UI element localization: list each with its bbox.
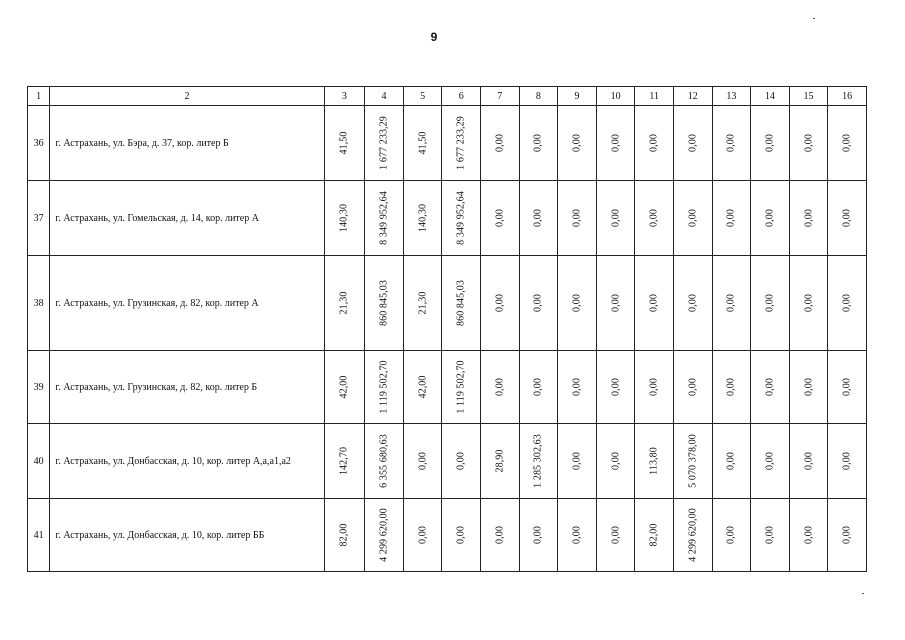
value-text: 140,30 bbox=[417, 203, 429, 233]
value-cell-col-11 bbox=[635, 256, 674, 351]
column-header-3: 3 bbox=[324, 87, 365, 106]
value-text: 0,00 bbox=[417, 452, 429, 470]
value-text: 0,00 bbox=[687, 294, 699, 312]
property-table bbox=[27, 86, 867, 572]
value-cell-col-9 bbox=[558, 499, 597, 572]
value-cell-col-14 bbox=[751, 424, 790, 499]
value-text: 0,00 bbox=[841, 294, 853, 312]
value-text: 0,00 bbox=[841, 378, 853, 396]
row-number: 40 bbox=[28, 424, 50, 499]
value-text: 0,00 bbox=[803, 209, 815, 227]
table-row bbox=[28, 106, 867, 181]
value-cell-col-11 bbox=[635, 499, 674, 572]
value-cell-col-11 bbox=[635, 351, 674, 424]
value-text: 0,00 bbox=[455, 452, 467, 470]
value-text: 0,00 bbox=[532, 294, 544, 312]
column-header-14: 14 bbox=[751, 87, 790, 106]
value-cell-col-3 bbox=[324, 424, 365, 499]
value-cell-col-14 bbox=[751, 106, 790, 181]
column-header-6: 6 bbox=[442, 87, 481, 106]
value-cell-col-10 bbox=[596, 424, 635, 499]
value-cell-col-12 bbox=[673, 181, 712, 256]
value-text: 6 355 680,63 bbox=[378, 434, 390, 488]
value-cell-col-10 bbox=[596, 256, 635, 351]
column-header-9: 9 bbox=[558, 87, 597, 106]
value-text: 0,00 bbox=[687, 378, 699, 396]
value-text: 142,70 bbox=[338, 446, 350, 476]
address-cell: г. Астрахань, ул. Бэра, д. 37, кор. литер Б bbox=[50, 106, 324, 181]
value-cell-col-10 bbox=[596, 181, 635, 256]
value-text: 0,00 bbox=[610, 134, 622, 152]
value-text: 0,00 bbox=[725, 452, 737, 470]
column-header-2: 2 bbox=[50, 87, 324, 106]
value-cell-col-6 bbox=[442, 424, 481, 499]
column-header-10: 10 bbox=[596, 87, 635, 106]
value-cell-col-12 bbox=[673, 351, 712, 424]
value-text: 42,00 bbox=[417, 375, 429, 399]
value-cell-col-13 bbox=[712, 424, 751, 499]
value-text: 140,30 bbox=[338, 203, 350, 233]
value-cell-col-7 bbox=[480, 181, 519, 256]
value-cell-col-7 bbox=[480, 256, 519, 351]
value-cell-col-15 bbox=[789, 499, 828, 572]
value-text: 0,00 bbox=[494, 378, 506, 396]
value-text: 82,00 bbox=[338, 523, 350, 547]
value-cell-col-5 bbox=[403, 256, 442, 351]
value-cell-col-4 bbox=[365, 256, 404, 351]
value-cell-col-15 bbox=[789, 351, 828, 424]
value-cell-col-5 bbox=[403, 351, 442, 424]
value-cell-col-9 bbox=[558, 181, 597, 256]
value-text: 0,00 bbox=[610, 209, 622, 227]
value-text: 0,00 bbox=[764, 134, 776, 152]
row-number: 37 bbox=[28, 181, 50, 256]
value-text: 21,30 bbox=[417, 291, 429, 315]
value-cell-col-13 bbox=[712, 106, 751, 181]
value-cell-col-11 bbox=[635, 424, 674, 499]
value-text: 0,00 bbox=[571, 209, 583, 227]
value-text: 0,00 bbox=[571, 134, 583, 152]
value-text: 0,00 bbox=[571, 294, 583, 312]
value-text: 0,00 bbox=[764, 452, 776, 470]
value-text: 0,00 bbox=[803, 294, 815, 312]
value-cell-col-6 bbox=[442, 181, 481, 256]
value-cell-col-13 bbox=[712, 351, 751, 424]
value-text: 1 677 233,29 bbox=[455, 116, 467, 170]
value-text: 0,00 bbox=[494, 294, 506, 312]
value-cell-col-3 bbox=[324, 256, 365, 351]
value-text: 0,00 bbox=[532, 378, 544, 396]
value-cell-col-8 bbox=[519, 181, 558, 256]
value-cell-col-14 bbox=[751, 181, 790, 256]
value-text: 0,00 bbox=[687, 134, 699, 152]
value-cell-col-4 bbox=[365, 499, 404, 572]
column-header-4: 4 bbox=[365, 87, 404, 106]
value-text: 8 349 952,64 bbox=[455, 191, 467, 245]
value-cell-col-14 bbox=[751, 256, 790, 351]
column-header-12: 12 bbox=[673, 87, 712, 106]
value-text: 0,00 bbox=[764, 526, 776, 544]
value-text: 0,00 bbox=[648, 294, 660, 312]
address-cell: г. Астрахань, ул. Грузинская, д. 82, кор. литер А bbox=[50, 256, 324, 351]
value-cell-col-15 bbox=[789, 181, 828, 256]
value-cell-col-9 bbox=[558, 106, 597, 181]
value-cell-col-8 bbox=[519, 106, 558, 181]
column-header-7: 7 bbox=[480, 87, 519, 106]
value-cell-col-14 bbox=[751, 499, 790, 572]
value-cell-col-13 bbox=[712, 499, 751, 572]
value-cell-col-12 bbox=[673, 106, 712, 181]
table-row bbox=[28, 351, 867, 424]
value-text: 0,00 bbox=[725, 378, 737, 396]
value-cell-col-4 bbox=[365, 181, 404, 256]
value-cell-col-6 bbox=[442, 351, 481, 424]
value-cell-col-3 bbox=[324, 181, 365, 256]
value-cell-col-9 bbox=[558, 424, 597, 499]
value-cell-col-16 bbox=[828, 424, 867, 499]
address-cell: г. Астрахань, ул. Гомельская, д. 14, кор. литер А bbox=[50, 181, 324, 256]
value-text: 0,00 bbox=[532, 134, 544, 152]
value-text: 0,00 bbox=[841, 209, 853, 227]
value-cell-col-10 bbox=[596, 351, 635, 424]
value-cell-col-16 bbox=[828, 351, 867, 424]
value-cell-col-10 bbox=[596, 499, 635, 572]
value-text: 8 349 952,64 bbox=[378, 191, 390, 245]
value-text: 0,00 bbox=[803, 526, 815, 544]
value-text: 4 299 620,00 bbox=[687, 508, 699, 562]
value-cell-col-4 bbox=[365, 106, 404, 181]
value-text: 0,00 bbox=[725, 209, 737, 227]
value-text: 0,00 bbox=[532, 526, 544, 544]
column-header-16: 16 bbox=[828, 87, 867, 106]
value-cell-col-13 bbox=[712, 181, 751, 256]
address-cell: г. Астрахань, ул. Грузинская, д. 82, кор. литер Б bbox=[50, 351, 324, 424]
scan-speck bbox=[813, 18, 815, 19]
row-number: 36 bbox=[28, 106, 50, 181]
value-text: 41,50 bbox=[417, 131, 429, 155]
column-header-1: 1 bbox=[28, 87, 50, 106]
value-cell-col-14 bbox=[751, 351, 790, 424]
column-header-8: 8 bbox=[519, 87, 558, 106]
value-text: 0,00 bbox=[764, 378, 776, 396]
value-cell-col-13 bbox=[712, 256, 751, 351]
column-header-5: 5 bbox=[403, 87, 442, 106]
value-cell-col-15 bbox=[789, 424, 828, 499]
value-text: 0,00 bbox=[532, 209, 544, 227]
value-text: 0,00 bbox=[841, 134, 853, 152]
value-cell-col-8 bbox=[519, 499, 558, 572]
value-text: 0,00 bbox=[841, 452, 853, 470]
value-cell-col-15 bbox=[789, 106, 828, 181]
value-text: 41,50 bbox=[338, 131, 350, 155]
column-number-row bbox=[28, 87, 867, 106]
value-cell-col-11 bbox=[635, 181, 674, 256]
value-cell-col-11 bbox=[635, 106, 674, 181]
value-text: 0,00 bbox=[494, 526, 506, 544]
value-cell-col-4 bbox=[365, 351, 404, 424]
value-text: 5 070 378,00 bbox=[687, 434, 699, 488]
table-row bbox=[28, 181, 867, 256]
table-row bbox=[28, 424, 867, 499]
address-cell: г. Астрахань, ул. Донбасская, д. 10, кор. литер ББ bbox=[50, 499, 324, 572]
value-cell-col-3 bbox=[324, 499, 365, 572]
value-cell-col-5 bbox=[403, 106, 442, 181]
value-cell-col-5 bbox=[403, 424, 442, 499]
value-cell-col-16 bbox=[828, 499, 867, 572]
value-cell-col-8 bbox=[519, 424, 558, 499]
scan-speck bbox=[862, 593, 864, 594]
value-text: 0,00 bbox=[687, 209, 699, 227]
value-text: 0,00 bbox=[455, 526, 467, 544]
value-text: 860 845,03 bbox=[455, 280, 467, 326]
value-cell-col-7 bbox=[480, 499, 519, 572]
value-text: 0,00 bbox=[725, 294, 737, 312]
value-cell-col-5 bbox=[403, 181, 442, 256]
value-text: 21,30 bbox=[338, 291, 350, 315]
value-cell-col-8 bbox=[519, 351, 558, 424]
value-text: 0,00 bbox=[494, 134, 506, 152]
page-number: 9 bbox=[430, 30, 438, 44]
column-header-15: 15 bbox=[789, 87, 828, 106]
value-text: 0,00 bbox=[803, 452, 815, 470]
value-cell-col-3 bbox=[324, 106, 365, 181]
value-text: 1 677 233,29 bbox=[378, 116, 390, 170]
value-text: 0,00 bbox=[764, 294, 776, 312]
value-cell-col-6 bbox=[442, 106, 481, 181]
value-text: 0,00 bbox=[610, 294, 622, 312]
value-text: 0,00 bbox=[417, 526, 429, 544]
value-cell-col-16 bbox=[828, 106, 867, 181]
value-text: 113,80 bbox=[648, 447, 660, 475]
value-cell-col-6 bbox=[442, 256, 481, 351]
row-number: 38 bbox=[28, 256, 50, 351]
value-cell-col-16 bbox=[828, 256, 867, 351]
value-cell-col-7 bbox=[480, 424, 519, 499]
value-text: 0,00 bbox=[571, 378, 583, 396]
value-text: 0,00 bbox=[648, 378, 660, 396]
value-text: 0,00 bbox=[725, 134, 737, 152]
value-cell-col-16 bbox=[828, 181, 867, 256]
value-text: 0,00 bbox=[803, 134, 815, 152]
value-text: 1 119 502,70 bbox=[378, 360, 390, 414]
value-cell-col-7 bbox=[480, 351, 519, 424]
value-text: 28,90 bbox=[494, 449, 506, 473]
value-text: 0,00 bbox=[648, 209, 660, 227]
value-text: 4 299 620,00 bbox=[378, 508, 390, 562]
value-text: 0,00 bbox=[610, 378, 622, 396]
value-cell-col-12 bbox=[673, 424, 712, 499]
value-text: 860 845,03 bbox=[378, 280, 390, 326]
table-row bbox=[28, 256, 867, 351]
value-cell-col-10 bbox=[596, 106, 635, 181]
value-text: 0,00 bbox=[841, 526, 853, 544]
value-cell-col-9 bbox=[558, 351, 597, 424]
value-text: 0,00 bbox=[610, 452, 622, 470]
row-number: 41 bbox=[28, 499, 50, 572]
value-cell-col-3 bbox=[324, 351, 365, 424]
value-text: 0,00 bbox=[764, 209, 776, 227]
value-cell-col-15 bbox=[789, 256, 828, 351]
value-cell-col-8 bbox=[519, 256, 558, 351]
value-text: 0,00 bbox=[494, 209, 506, 227]
column-header-11: 11 bbox=[635, 87, 674, 106]
value-text: 0,00 bbox=[571, 526, 583, 544]
value-cell-col-4 bbox=[365, 424, 404, 499]
value-text: 0,00 bbox=[610, 526, 622, 544]
table-row bbox=[28, 499, 867, 572]
value-cell-col-7 bbox=[480, 106, 519, 181]
value-text: 82,00 bbox=[648, 523, 660, 547]
value-cell-col-12 bbox=[673, 256, 712, 351]
value-text: 0,00 bbox=[648, 134, 660, 152]
value-text: 0,00 bbox=[803, 378, 815, 396]
row-number: 39 bbox=[28, 351, 50, 424]
column-header-13: 13 bbox=[712, 87, 751, 106]
value-cell-col-5 bbox=[403, 499, 442, 572]
value-cell-col-12 bbox=[673, 499, 712, 572]
value-text: 42,00 bbox=[338, 375, 350, 399]
value-cell-col-9 bbox=[558, 256, 597, 351]
value-text: 1 119 502,70 bbox=[455, 360, 467, 414]
value-text: 0,00 bbox=[571, 452, 583, 470]
value-text: 0,00 bbox=[725, 526, 737, 544]
address-cell: г. Астрахань, ул. Донбасская, д. 10, кор. литер А,а,а1,а2 bbox=[50, 424, 324, 499]
value-text: 1 285 302,63 bbox=[532, 434, 544, 488]
value-cell-col-6 bbox=[442, 499, 481, 572]
